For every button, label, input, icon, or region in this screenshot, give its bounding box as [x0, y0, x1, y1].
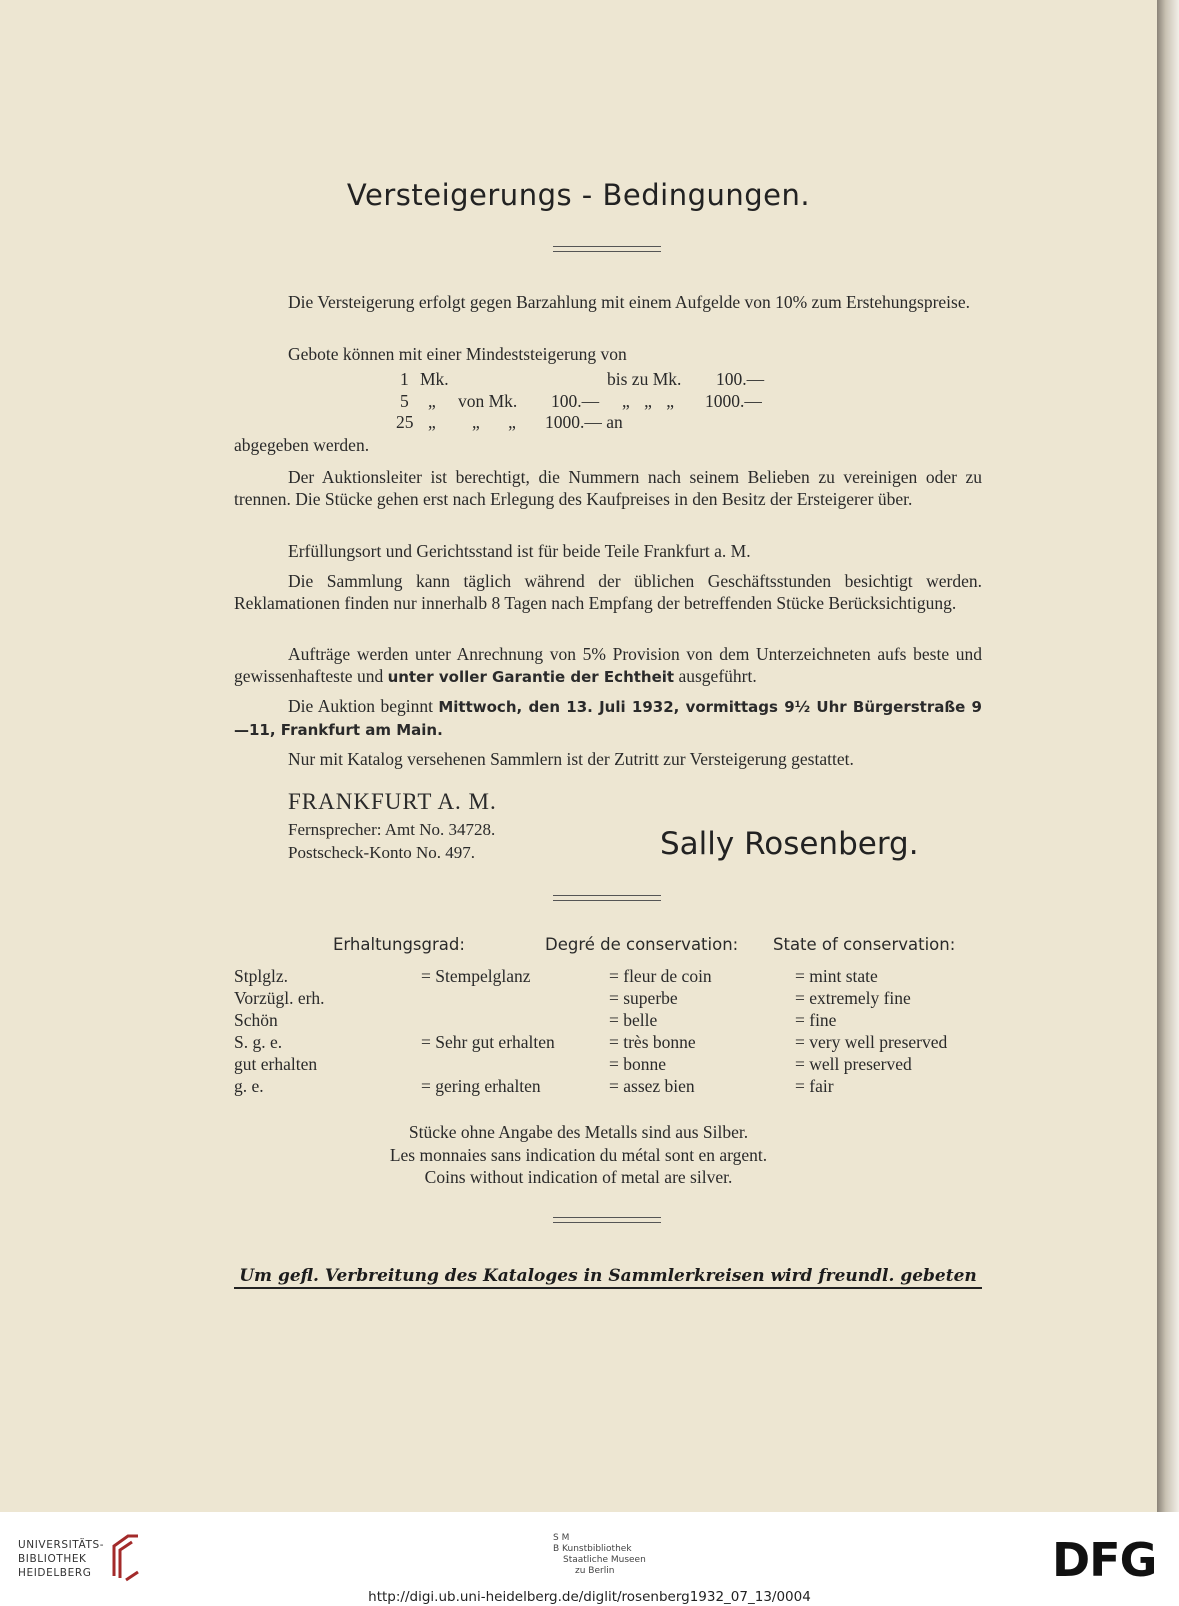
bid-from-value: 1000.— an — [545, 412, 623, 432]
divider-rule — [553, 246, 661, 252]
paragraph-payment: Die Versteigerung erfolgt gegen Barzahlung mit einem Aufgelde von 10% zum Erstehungspreise. — [288, 292, 970, 312]
cell-abbr: Schön — [234, 1010, 278, 1030]
cell-english: = extremely fine — [795, 988, 911, 1008]
museum-stamp: S M B Kunstbibliothek Staatliche Museen zu Berlin — [553, 1533, 646, 1576]
header-english: State of conservation: — [773, 935, 956, 954]
bid-amount: 5 — [400, 391, 409, 411]
distribution-request: Um gefl. Verbreitung des Kataloges in Sammlerkreisen wird freundl. gebeten — [234, 1266, 982, 1289]
cell-english: = well preserved — [795, 1054, 912, 1074]
cell-french: = bonne — [609, 1054, 667, 1074]
header-german: Erhaltungsgrad: — [333, 935, 465, 954]
library-name: UNIVERSITÄTS- BIBLIOTHEK HEIDELBERG — [18, 1539, 105, 1579]
cell-abbr: g. e. — [234, 1076, 264, 1096]
cell-german: = gering erhalten — [421, 1076, 541, 1096]
bid-from-value: 100.— — [551, 391, 600, 411]
paragraph-commissions: Aufträge werden unter Anrechnung von 5% Provision von dem Unterzeichneten aufs beste und gewissenhafteste und unter voller Garantie der Echtheit ausgeführt. — [234, 644, 982, 686]
metal-note-de: Stücke ohne Angabe des Metalls sind aus Silber. — [408, 1122, 749, 1142]
metal-note-en: Coins without indication of metal are silver. — [424, 1167, 733, 1187]
cell-abbr: S. g. e. — [234, 1032, 283, 1052]
cell-french: = fleur de coin — [609, 966, 712, 986]
bid-unit: „ — [428, 391, 436, 411]
cell-french: = très bonne — [609, 1032, 696, 1052]
divider-rule — [553, 895, 661, 901]
cell-german: = Sehr gut erhalten — [421, 1032, 555, 1052]
bid-upto-value: 1000.— — [705, 391, 762, 411]
paragraph-bids-end: abgegeben werden. — [234, 435, 370, 455]
bid-upto-value: 100.— — [716, 369, 765, 389]
paragraph-auction-date: Die Auktion beginnt Mittwoch, den 13. Juli 1932, vormittags 9½ Uhr Bürgerstraße 9—11, Frankfurt am Main. — [234, 696, 982, 739]
cell-english: = mint state — [795, 966, 878, 986]
paragraph-jurisdiction: Erfüllungsort und Gerichtsstand ist für beide Teile Frankfurt a. M. — [288, 541, 751, 561]
metal-note-fr: Les monnaies sans indication du métal sont en argent. — [389, 1145, 768, 1165]
header-french: Degré de conservation: — [545, 935, 739, 954]
divider-rule — [553, 1217, 661, 1223]
cell-english: = fine — [795, 1010, 837, 1030]
signature: Sally Rosenberg. — [660, 826, 919, 862]
page-edge — [1157, 0, 1179, 1512]
cell-abbr: Vorzügl. erh. — [234, 988, 325, 1008]
source-url[interactable]: http://digi.ub.uni-heidelberg.de/diglit/rosenberg1932_07_13/0004 — [368, 1589, 811, 1605]
bid-upto: bis zu Mk. — [607, 369, 682, 389]
address-postcheck: Postscheck-Konto No. 497. — [288, 843, 475, 862]
cell-abbr: Stplglz. — [234, 966, 288, 986]
bid-unit: „ — [428, 412, 436, 432]
bid-from: von Mk. — [458, 391, 518, 411]
library-logo-icon — [108, 1532, 144, 1582]
address-phone: Fernsprecher: Amt No. 34728. — [288, 820, 496, 839]
cell-french: = superbe — [609, 988, 678, 1008]
page-title: Versteigerungs - Bedingungen. — [346, 178, 811, 212]
bid-from: „ „ — [472, 412, 516, 432]
bid-amount: 1 — [400, 369, 409, 389]
cell-german: = Stempelglanz — [421, 966, 531, 986]
cell-french: = assez bien — [609, 1076, 695, 1096]
cell-french: = belle — [609, 1010, 658, 1030]
paragraph-admission: Nur mit Katalog versehenen Sammlern ist der Zutritt zur Versteigerung gestattet. — [288, 749, 854, 769]
cell-english: = very well preserved — [795, 1032, 948, 1052]
paragraph-bids-intro: Gebote können mit einer Mindeststeigerung von — [288, 344, 627, 364]
cell-abbr: gut erhalten — [234, 1054, 318, 1074]
bid-unit: Mk. — [420, 369, 449, 389]
dfg-logo: DFG — [1052, 1533, 1157, 1587]
address-city: FRANKFURT A. M. — [288, 789, 497, 814]
cell-english: = fair — [795, 1076, 834, 1096]
paragraph-auctioneer: Der Auktionsleiter ist berechtigt, die Nummern nach seinem Belieben zu vereinigen oder zu trennen. Die Stücke gehen erst nach Erlegung des Kaufpreises in den Besitz der Ersteigerer über. — [234, 467, 982, 509]
bid-upto: „ „ „ — [622, 391, 675, 411]
paragraph-viewing: Die Sammlung kann täglich während der üblichen Geschäftsstunden besichtigt werden. Reklamationen finden nur innerhalb 8 Tagen nach Empfang der betreffenden Stücke Berücksichtigung. — [234, 571, 982, 613]
bid-amount: 25 — [396, 412, 414, 432]
